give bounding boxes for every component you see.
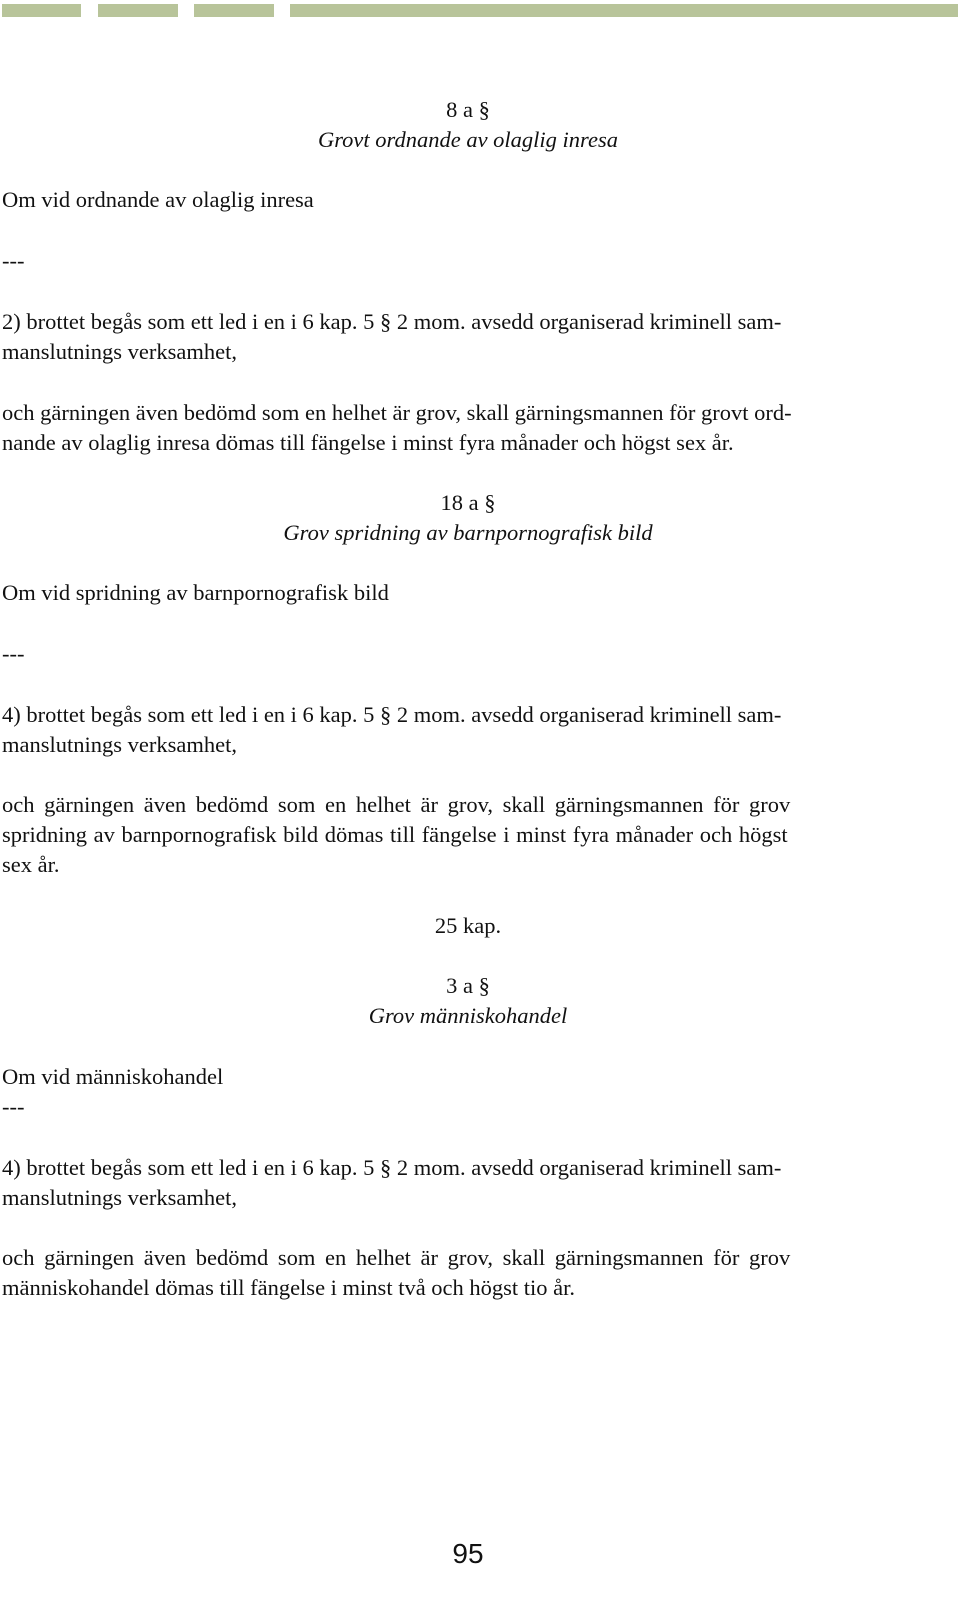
conclusion-text: och gärningen även bedömd som en helhet är grov, skall gärningsmannen för grov bbox=[2, 1245, 791, 1270]
header-bar bbox=[194, 4, 274, 17]
section-intro: Om vid ordnande av olaglig inresa bbox=[2, 187, 314, 212]
conclusion-text: och gärningen även bedömd som en helhet är grov, skall gärningsmannen för grov bbox=[2, 792, 791, 817]
point-text: 2) brottet begås som ett led i en i 6 kap. 5 § 2 mom. avsedd organiserad kriminell sam- bbox=[2, 309, 782, 334]
chapter-heading: 25 kap. bbox=[434, 913, 502, 938]
omission-dashes: --- bbox=[2, 1094, 25, 1119]
section-paragraph-mark: 18 a § bbox=[440, 490, 496, 515]
point-text: 4) brottet begås som ett led i en i 6 kap. 5 § 2 mom. avsedd organiserad kriminell sam- bbox=[2, 702, 782, 727]
section-paragraph-mark: 8 a § bbox=[446, 97, 490, 122]
conclusion-text: människohandel dömas till fängelse i minst två och högst tio år. bbox=[2, 1275, 576, 1300]
omission-dashes: --- bbox=[2, 641, 25, 666]
section-heading: Grovt ordnande av olaglig inresa bbox=[318, 127, 618, 152]
section-heading: Grov spridning av barnpornografisk bild bbox=[283, 520, 653, 545]
page-number: 95 bbox=[452, 1538, 484, 1569]
header-bar bbox=[2, 4, 81, 17]
point-text: manslutnings verksamhet, bbox=[2, 339, 237, 364]
section-heading: Grov människohandel bbox=[368, 1003, 568, 1028]
header-decoration bbox=[0, 4, 960, 17]
conclusion-text: nande av olaglig inresa dömas till fängelse i minst fyra månader och högst sex år. bbox=[2, 430, 734, 455]
point-text: manslutnings verksamhet, bbox=[2, 1185, 237, 1210]
point-text: manslutnings verksamhet, bbox=[2, 732, 237, 757]
header-bar bbox=[98, 4, 178, 17]
conclusion-text: och gärningen även bedömd som en helhet är grov, skall gärningsmannen för grovt ord- bbox=[2, 400, 792, 425]
header-bar bbox=[290, 4, 958, 17]
point-text: 4) brottet begås som ett led i en i 6 kap. 5 § 2 mom. avsedd organiserad kriminell sam- bbox=[2, 1155, 782, 1180]
conclusion-text: spridning av barnpornografisk bild dömas till fängelse i minst fyra månader och högst bbox=[2, 822, 788, 847]
section-intro: Om vid spridning av barnpornografisk bild bbox=[2, 580, 389, 605]
omission-dashes: --- bbox=[2, 248, 25, 273]
section-intro: Om vid människohandel bbox=[2, 1064, 224, 1089]
conclusion-text: sex år. bbox=[2, 852, 60, 877]
section-paragraph-mark: 3 a § bbox=[446, 973, 490, 998]
